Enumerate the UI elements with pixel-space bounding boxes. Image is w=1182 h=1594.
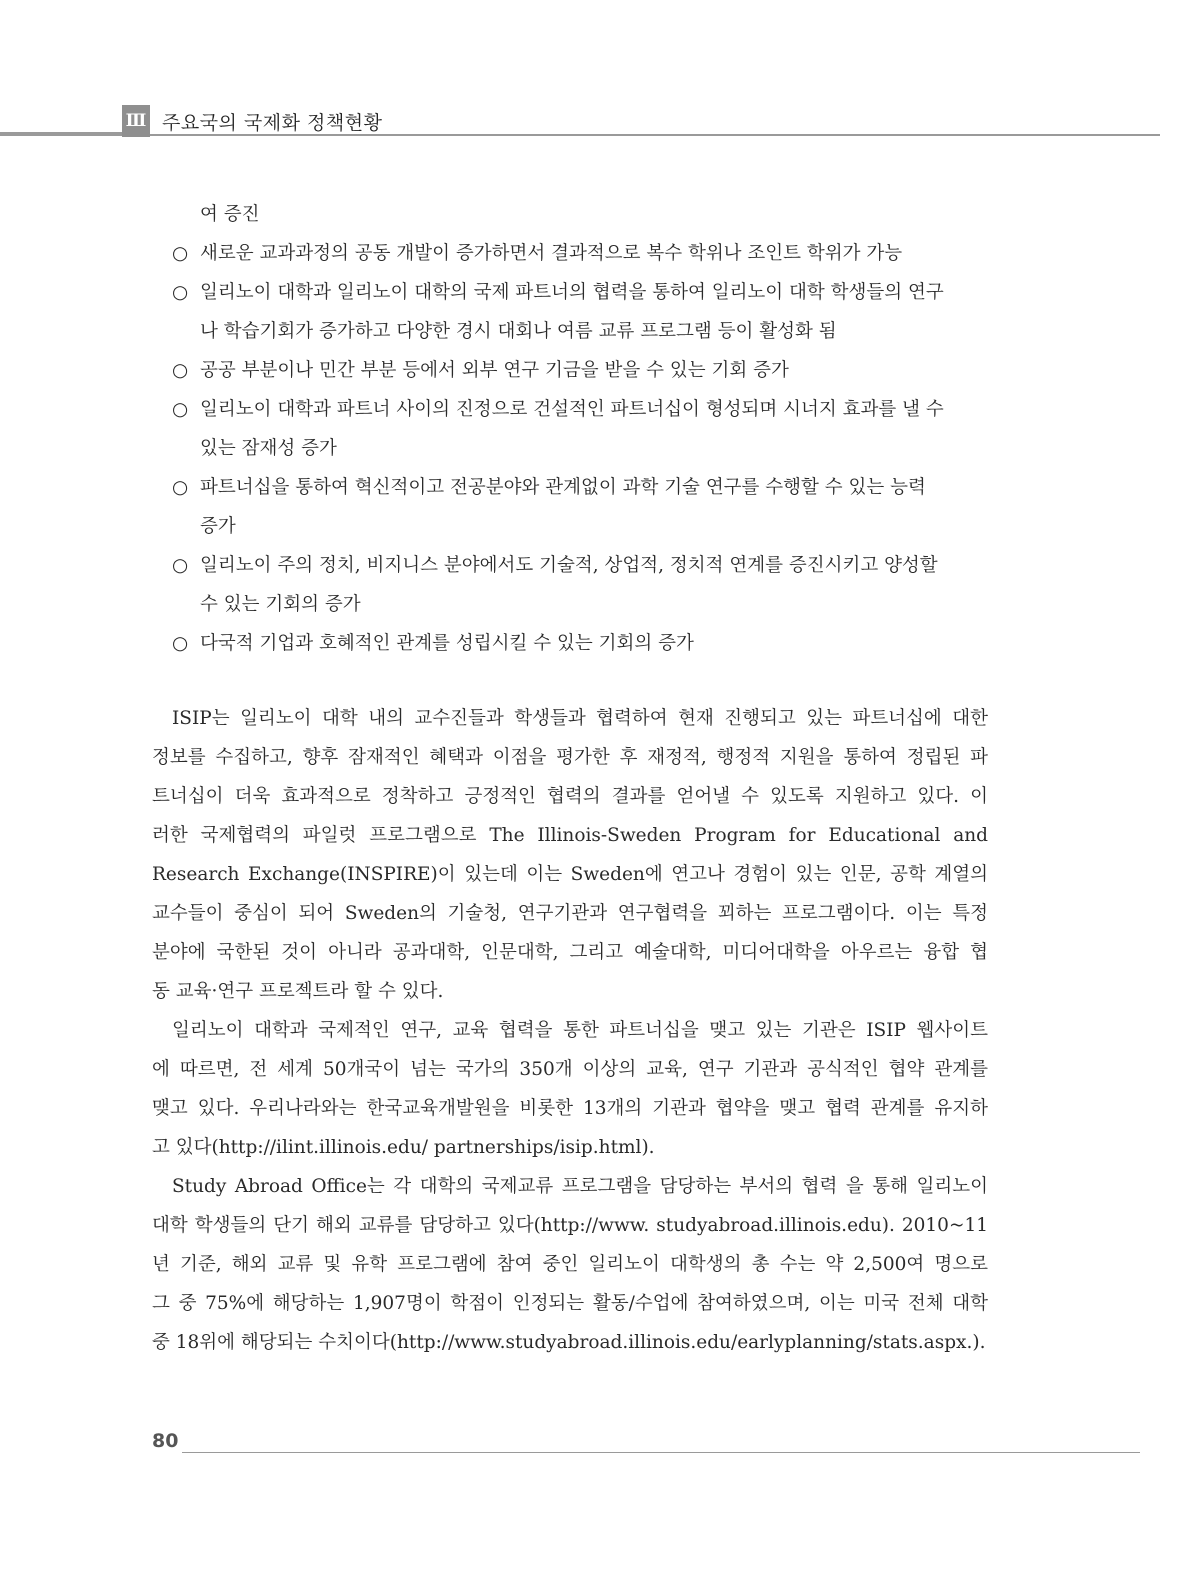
circle-bullet-icon: ○ <box>172 399 189 420</box>
bullet-text-cont: 있는 잠재성 증가 <box>200 438 337 459</box>
paragraph-line: Study Abroad Office는 각 대학의 국제교류 프로그램을 담당하는 부서의 협력 을 통해 일리노이 <box>172 1176 988 1197</box>
paragraph-line: 러한 국제협력의 파일럿 프로그램으로 The Illinois-Sweden Program for Educational and <box>152 825 988 846</box>
running-header <box>0 100 1160 140</box>
paragraph-line: 대학 학생들의 단기 해외 교류를 담당하고 있다(http://www. studyabroad.illinois.edu). 2010~11 <box>152 1215 988 1236</box>
paragraph-line: 에 따르면, 전 세계 50개국이 넘는 국가의 350개 이상의 교육, 연구 기관과 공식적인 협약 관계를 <box>152 1059 988 1080</box>
paragraph-line: ISIP는 일리노이 대학 내의 교수진들과 학생들과 협력하여 현재 진행되고 있는 파트너십에 대한 <box>172 708 988 729</box>
circle-bullet-icon: ○ <box>172 360 189 381</box>
paragraph-line: 년 기준, 해외 교류 및 유학 프로그램에 참여 중인 일리노이 대학생의 총 수는 약 2,500여 명으로 <box>152 1254 988 1275</box>
bullet-text: 공공 부분이나 민간 부분 등에서 외부 연구 기금을 받을 수 있는 기회 증가 <box>200 360 789 381</box>
chapter-title: 주요국의 국제화 정책현황 <box>162 112 383 134</box>
paragraph-line: 동 교육·연구 프로젝트라 할 수 있다. <box>152 981 444 1002</box>
paragraph-line: 그 중 75%에 해당하는 1,907명이 학점이 인정되는 활동/수업에 참여하였으며, 이는 미국 전체 대학 <box>152 1293 988 1314</box>
circle-bullet-icon: ○ <box>172 477 189 498</box>
paragraph-line: 일리노이 대학과 국제적인 연구, 교육 협력을 통한 파트너십을 맺고 있는 기관은 ISIP 웹사이트 <box>172 1020 988 1041</box>
paragraph-line: 교수들이 중심이 되어 Sweden의 기술청, 연구기관과 연구협력을 꾀하는 프로그램이다. 이는 특정 <box>152 903 988 924</box>
bullet-text-cont: 나 학습기회가 증가하고 다양한 경시 대회나 여름 교류 프로그램 등이 활성화 됨 <box>200 321 837 342</box>
bullet-item <box>172 234 902 274</box>
bullet-text: 일리노이 대학과 일리노이 대학의 국제 파트너의 협력을 통하여 일리노이 대학 학생들의 연구 <box>200 282 944 303</box>
bullet-item <box>172 390 944 430</box>
paragraph-line: Research Exchange(INSPIRE)이 있는데 이는 Sweden에 연고나 경험이 있는 인문, 공학 계열의 <box>152 864 988 885</box>
bullet-item <box>172 624 694 664</box>
paragraph-line: 분야에 국한된 것이 아니라 공과대학, 인문대학, 그리고 예술대학, 미디어대학을 아우르는 융합 협 <box>152 942 988 963</box>
bullet-text-cont: 수 있는 기회의 증가 <box>200 594 361 615</box>
bullet-text: 파트너십을 통하여 혁신적이고 전공분야와 관계없이 과학 기술 연구를 수행할 수 있는 능력 <box>200 477 926 498</box>
paragraph-line: 트너십이 더욱 효과적으로 정착하고 긍정적인 협력의 결과를 얻어낼 수 있도록 지원하고 있다. 이 <box>152 786 988 807</box>
bullet-text: 일리노이 대학과 파트너 사이의 진정으로 건설적인 파트너십이 형성되며 시너지 효과를 낼 수 <box>200 399 944 420</box>
bullet-item <box>172 468 926 508</box>
chapter-number-badge: Ⅲ <box>122 105 150 137</box>
paragraph-line: 고 있다(http://ilint.illinois.edu/ partnerships/isip.html). <box>152 1137 655 1158</box>
paragraph-line: 중 18위에 해당되는 수치이다(http://www.studyabroad.illinois.edu/earlyplanning/stats.aspx.). <box>152 1332 986 1353</box>
paragraph-line: 정보를 수집하고, 향후 잠재적인 혜택과 이점을 평가한 후 재정적, 행정적 지원을 통하여 정립된 파 <box>152 747 988 768</box>
bullet-continuation: 여 증진 <box>200 204 260 225</box>
bullet-text: 새로운 교과과정의 공동 개발이 증가하면서 결과적으로 복수 학위나 조인트 학위가 가능 <box>200 243 903 264</box>
bullet-text: 일리노이 주의 정치, 비지니스 분야에서도 기술적, 상업적, 정치적 연계를 증진시키고 양성할 <box>200 555 938 576</box>
circle-bullet-icon: ○ <box>172 633 189 654</box>
bullet-text: 다국적 기업과 호혜적인 관계를 성립시킬 수 있는 기회의 증가 <box>200 633 694 654</box>
paragraph-line: 맺고 있다. 우리나라와는 한국교육개발원을 비롯한 13개의 기관과 협약을 맺고 협력 관계를 유지하 <box>152 1098 988 1119</box>
circle-bullet-icon: ○ <box>172 282 189 303</box>
circle-bullet-icon: ○ <box>172 555 189 576</box>
bullet-item <box>172 273 944 313</box>
circle-bullet-icon: ○ <box>172 243 189 264</box>
header-rule-left <box>0 132 122 136</box>
bullet-item <box>172 351 789 391</box>
footer-rule <box>182 1452 1140 1453</box>
bullet-text-cont: 증가 <box>200 516 236 537</box>
header-rule-right <box>150 134 1160 136</box>
bullet-item <box>172 546 938 586</box>
page-number: 80 <box>152 1430 179 1452</box>
